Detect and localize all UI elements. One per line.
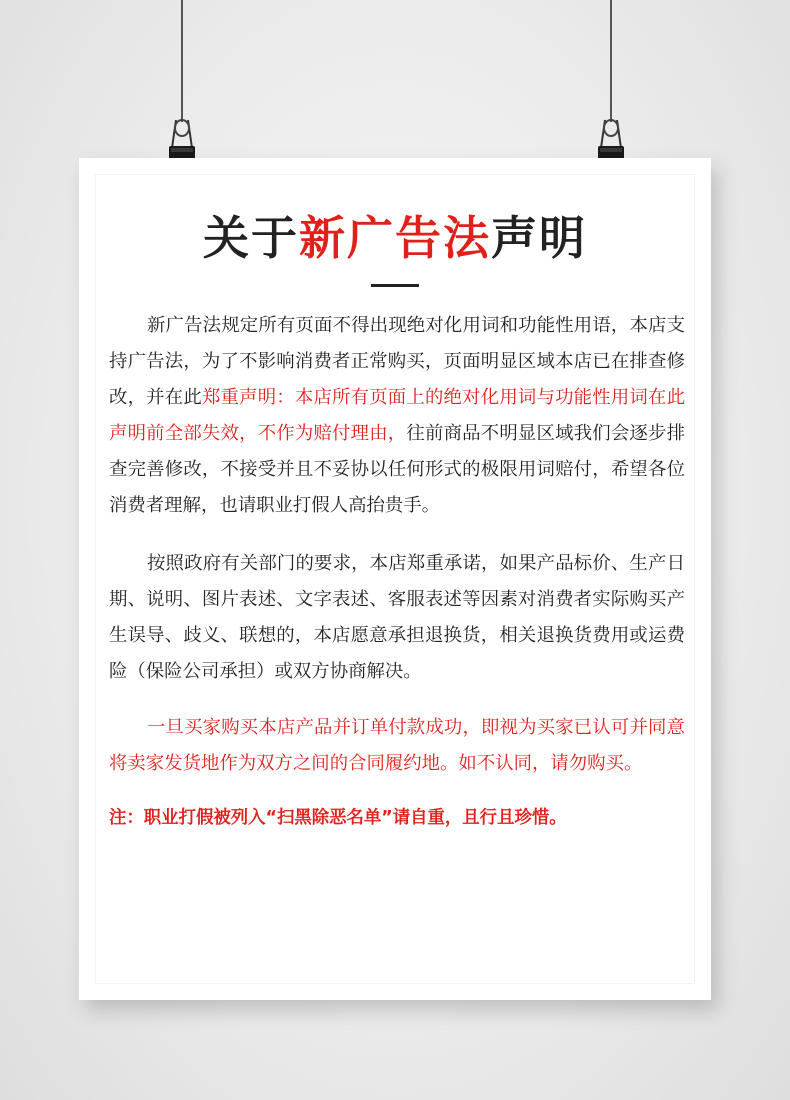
paragraph-1 (109, 308, 685, 524)
paragraph-1-text-red: 郑重声明：本店所有页面上的绝对化用词与功能性用词在此声明前全部失效，不作为赔付理由， (109, 387, 685, 444)
paragraph-2: 按照政府有关部门的要求，本店郑重承诺，如果产品标价、生产日期、说明、图片表述、文字表述、客服表述等因素对消费者实际购买产生误导、歧义、联想的，本店愿意承担退换货，相关退换货费用或运费险（保险公司承担）或双方协商解决。 (109, 553, 685, 682)
note-text: 注：职业打假被列入“扫黑除恶名单”请自重，且行且珍惜。 (109, 808, 567, 828)
hanging-wire-right (610, 0, 612, 122)
poster (79, 158, 711, 1000)
title-part-3: 声明 (491, 211, 587, 265)
page-title (79, 208, 711, 268)
statement-body (109, 306, 685, 836)
paragraph-1-text-3: 往前商品不明显区域我们会逐步排查完善修改，不接受并且不妥协以任何形式的极限用词赔付，希望各位消费者理解，也请职业打假人高抬贵手。 (109, 423, 685, 516)
title-part-1: 关于 (203, 211, 299, 265)
hanging-wire-left (181, 0, 183, 122)
title-divider (371, 284, 419, 287)
paragraph-1-text-1: 新广告法规定所有页面不得出现绝对化用词和功能性用语，本店支持广告法，为了不影响消费者正常购买，页面明显区域本店已在排查修改，并在此 (109, 315, 685, 408)
title-part-2: 新广告法 (299, 211, 491, 265)
paragraph-3: 一旦买家购买本店产品并订单付款成功，即视为买家已认可并同意将卖家发货地作为双方之间的合同履约地。如不认同，请勿购买。 (109, 717, 685, 774)
